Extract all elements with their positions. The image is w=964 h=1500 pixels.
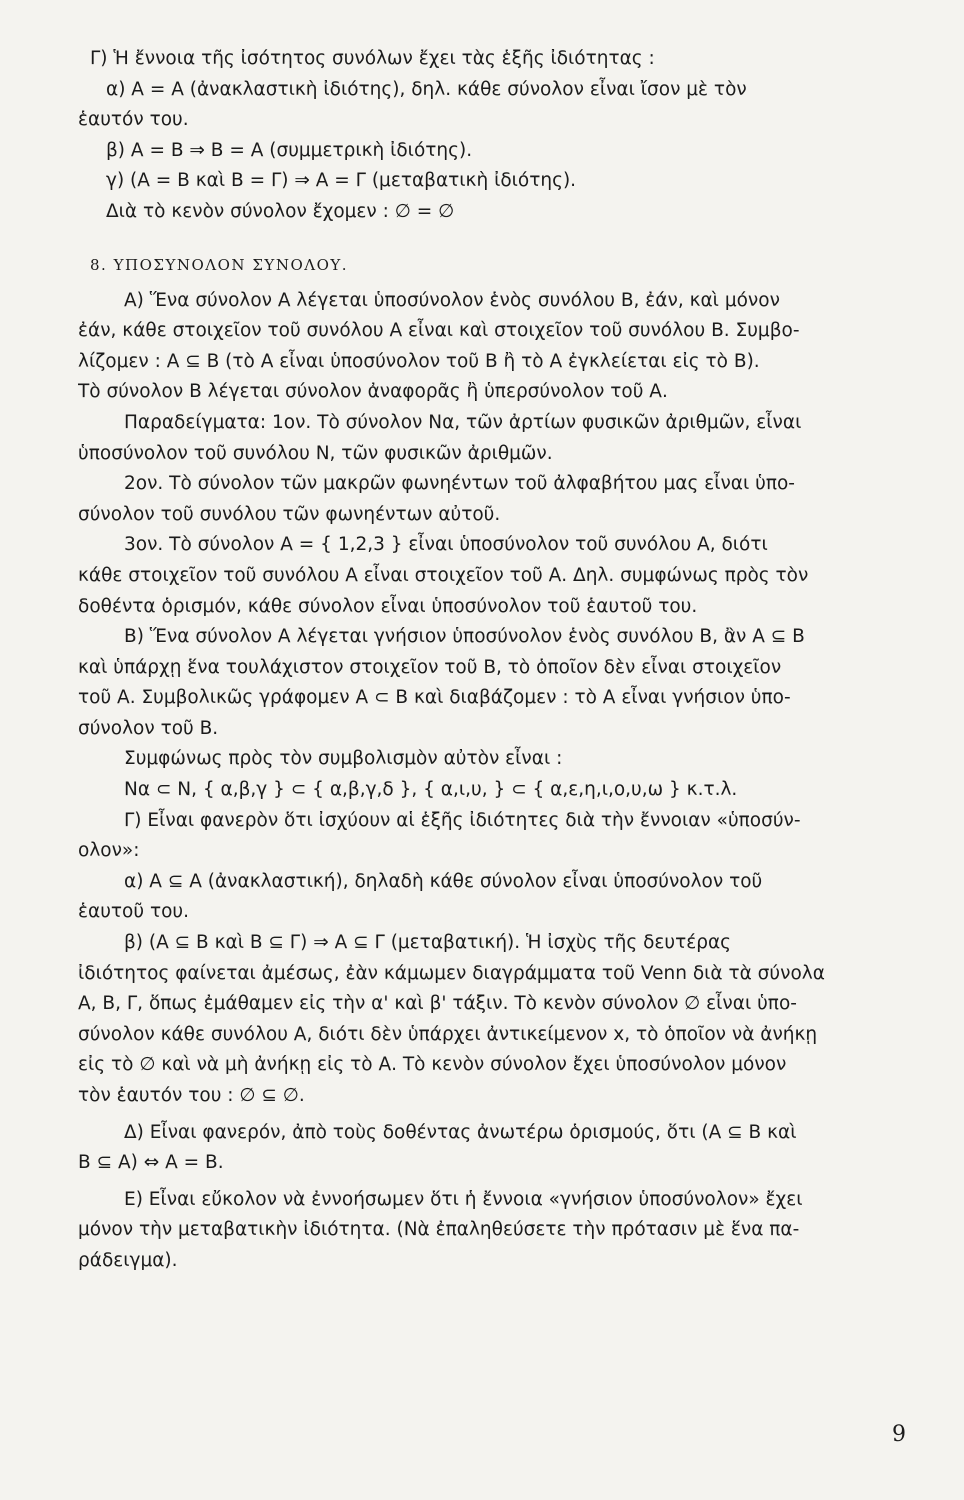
- text-line: β) (Α ⊆ Β καὶ Β ⊆ Γ) ⇒ Α ⊆ Γ (μεταβατική). Ἡ ἰσχὺς τῆς δευτέρας: [124, 932, 732, 954]
- text-line: α) Α ⊆ Α (ἀνακλαστική), δηλαδὴ κάθε σύνολον εἶναι ὑποσύνολον τοῦ: [124, 870, 763, 892]
- subset-definition-paragraph: [78, 286, 902, 408]
- text-line: Τὸ σύνολον Β λέγεται σύνολον ἀναφορᾶς ἢ ὑπερσύνολον τοῦ Α.: [78, 381, 668, 403]
- equality-from-subsets-paragraph: [78, 1118, 902, 1179]
- text-line: σύνολον κάθε συνόλου Α, διότι δὲν ὑπάρχει ἀντικείμενον x, τὸ ὁποῖον νὰ ἀνήκῃ: [78, 1023, 818, 1045]
- text-line: β) Α = Β ⇒ Β = Α (συμμετρικὴ ἰδιότης).: [106, 139, 473, 161]
- text-line: κάθε στοιχεῖον τοῦ συνόλου Α εἶναι στοιχεῖον τοῦ Α. Δηλ. συμφώνως πρὸς τὸν: [78, 564, 809, 586]
- text-line: Α, Β, Γ, ὅπως ἐμάθαμεν εἰς τὴν α' καὶ β' τάξιν. Τὸ κενὸν σύνολον ∅ εἶναι ὑπο-: [78, 993, 797, 1015]
- text-line: τοῦ Α. Συμβολικῶς γράφομεν Α ⊂ Β καὶ διαβάζομεν : τὸ Α εἶναι γνήσιον ὑπο-: [78, 687, 791, 709]
- text-line: ἐάν, κάθε στοιχεῖον τοῦ συνόλου Α εἶναι καὶ στοιχεῖον τοῦ συνόλου Β. Συμβο-: [78, 320, 800, 342]
- text-line: σύνολον τοῦ Β.: [78, 717, 219, 739]
- text-line: τὸν ἑαυτόν του : ∅ ⊆ ∅.: [78, 1085, 305, 1106]
- text-line: μόνον τὴν μεταβατικὴν ἰδιότητα. (Νὰ ἐπαληθεύσετε τὴν πρότασιν μὲ ἕνα πα-: [78, 1219, 800, 1241]
- text-line: Γ) Εἶναι φανερὸν ὅτι ἰσχύουν αἱ ἑξῆς ἰδιότητες διὰ τὴν ἔννοιαν «ὑποσύν-: [124, 809, 801, 831]
- text-line: καὶ ὑπάρχῃ ἕνα τουλάχιστον στοιχεῖον τοῦ Β, τὸ ὁποῖον δὲν εἶναι στοιχεῖον: [78, 656, 782, 678]
- proper-subset-paragraph: [78, 622, 902, 806]
- equality-properties-section: [78, 44, 902, 228]
- text-line: Β ⊆ Α) ⇔ Α = Β.: [78, 1152, 224, 1174]
- text-line: δοθέντα ὁρισμόν, κάθε σύνολον εἶναι ὑποσύνολον τοῦ ἑαυτοῦ του.: [78, 595, 698, 617]
- text-line: ἑαυτόν του.: [78, 109, 189, 131]
- text-line: εἰς τὸ ∅ καὶ νὰ μὴ ἀνήκῃ εἰς τὸ Α. Τὸ κενὸν σύνολον ἔχει ὑποσύνολον μόνον: [78, 1054, 787, 1076]
- examples-paragraph: [78, 408, 902, 622]
- text-line: Να ⊂ Ν, { α,β,γ } ⊂ { α,β,γ,δ }, { α,ι,υ, } ⊂ { α,ε,η,ι,ο,υ,ω } κ.τ.λ.: [124, 779, 738, 801]
- text-line: α) Α = Α (ἀνακλαστικὴ ἰδιότης), δηλ. κάθε σύνολον εἶναι ἴσον μὲ τὸν: [106, 78, 747, 100]
- section-heading: 8. ΥΠΟΣΥΝΟΛΟΝ ΣΥΝΟΛΟΥ.: [90, 255, 349, 274]
- text-line: Παραδείγματα: 1ον. Τὸ σύνολον Να, τῶν ἀρτίων φυσικῶν ἀριθμῶν, εἶναι: [124, 411, 802, 433]
- text-line: ἑαυτοῦ του.: [78, 901, 189, 923]
- text-line: ὑποσύνολον τοῦ συνόλου Ν, τῶν φυσικῶν ἀριθμῶν.: [78, 442, 553, 464]
- text-line: ἰδιότητος φαίνεται ἀμέσως, ἐὰν κάμωμεν διαγράμματα τοῦ Venn διὰ τὰ σύνολα: [78, 962, 825, 984]
- text-line: Ε) Εἶναι εὔκολον νὰ ἐννοήσωμεν ὅτι ἡ ἔννοια «γνήσιον ὑποσύνολον» ἔχει: [124, 1188, 803, 1210]
- text-line: λίζομεν : Α ⊆ Β (τὸ Α εἶναι ὑποσύνολον τοῦ Β ἢ τὸ Α ἐγκλείεται εἰς τὸ Β).: [78, 350, 760, 372]
- text-line: Δ) Εἶναι φανερόν, ἀπὸ τοὺς δοθέντας ἀνωτέρω ὁρισμούς, ὅτι (Α ⊆ Β καὶ: [124, 1121, 797, 1143]
- text-line: ολον»:: [78, 840, 140, 862]
- page-number: 9: [892, 1422, 906, 1447]
- text-line: Διὰ τὸ κενὸν σύνολον ἔχομεν : ∅ = ∅: [106, 200, 455, 222]
- subset-properties-paragraph: [78, 806, 902, 1112]
- text-line: γ) (Α = Β καὶ Β = Γ) ⇒ Α = Γ (μεταβατικὴ ἰδιότης).: [106, 170, 577, 192]
- text-line: σύνολον τοῦ συνόλου τῶν φωνηέντων αὐτοῦ.: [78, 503, 501, 525]
- proper-subset-transitivity-paragraph: [78, 1185, 902, 1277]
- text-line: Γ) Ἡ ἔννοια τῆς ἰσότητος συνόλων ἔχει τὰς ἑξῆς ἰδιότητας :: [90, 48, 655, 69]
- text-line: Β) Ἕνα σύνολον Α λέγεται γνήσιον ὑποσύνολον ἑνὸς συνόλου Β, ἂν Α ⊆ Β: [124, 626, 805, 648]
- text-line: 2ον. Τὸ σύνολον τῶν μακρῶν φωνηέντων τοῦ ἀλφαβήτου μας εἶναι ὑπο-: [124, 473, 795, 495]
- text-line: Συμφώνως πρὸς τὸν συμβολισμὸν αὐτὸν εἶναι :: [124, 748, 563, 770]
- text-line: ράδειγμα).: [78, 1249, 178, 1271]
- text-line: 3ον. Τὸ σύνολον Α = { 1,2,3 } εἶναι ὑποσύνολον τοῦ συνόλου Α, διότι: [124, 534, 768, 556]
- text-line: Α) Ἕνα σύνολον Α λέγεται ὑποσύνολον ἑνὸς συνόλου Β, ἐάν, καὶ μόνον: [124, 289, 780, 311]
